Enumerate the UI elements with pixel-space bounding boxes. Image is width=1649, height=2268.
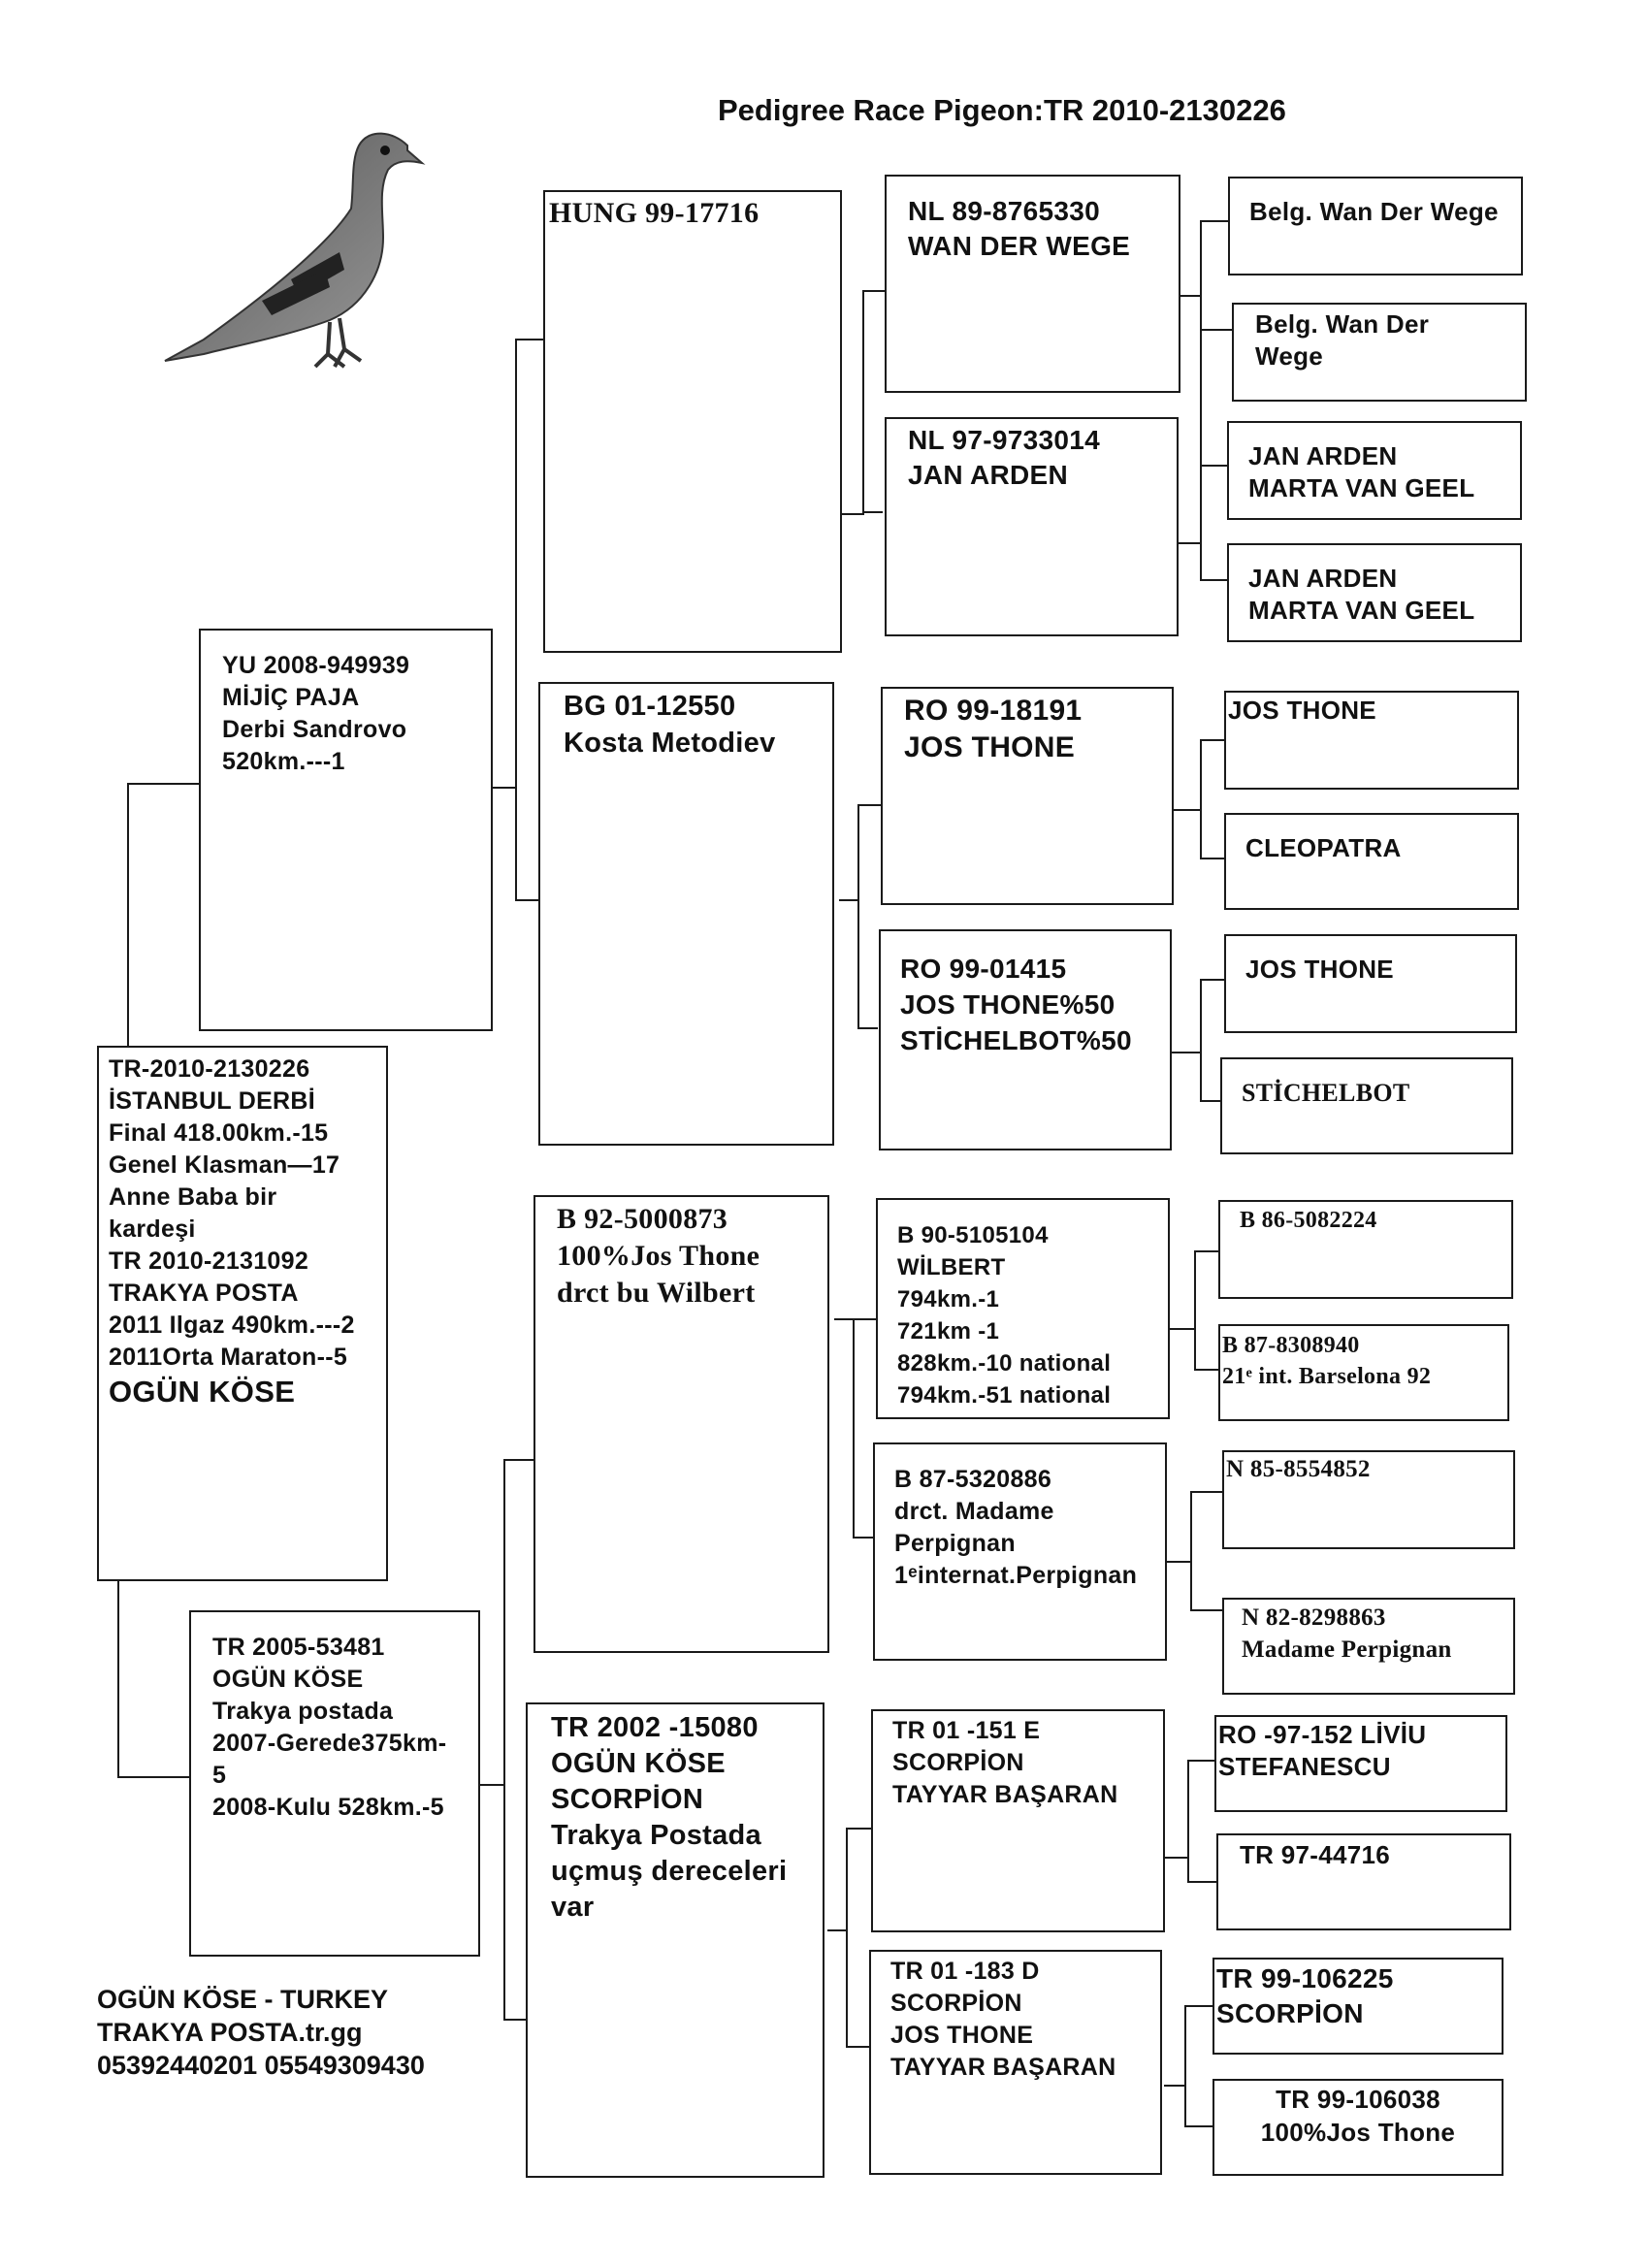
ddds-text: TR 99-106225 SCORPİON (1216, 1963, 1394, 2028)
dds-text: TR 01 -151 E SCORPİON TAYYAR BAŞARAN (892, 1717, 1118, 1808)
dsds-text: N 85-8554852 (1226, 1456, 1371, 1482)
sire-sire-box (543, 190, 842, 653)
sdds-text: JOS THONE (1245, 955, 1394, 984)
sssd-text: Belg. Wan Der Wege (1255, 309, 1430, 371)
sire-sire-text: HUNG 99-17716 (549, 197, 760, 229)
sdd-text: RO 99-01415 JOS THONE%50 STİCHELBOT%50 (900, 954, 1132, 1055)
sire-text: YU 2008-949939 MİJİÇ PAJA Derbi Sandrovo 520km.---1 (222, 652, 410, 775)
ssdd-text: JAN ARDEN MARTA VAN GEEL (1248, 564, 1475, 625)
ddd-box (869, 1950, 1162, 2175)
dsd-text: B 87-5320886 drct. Madame Perpignan 1ᵉinternat.Perpignan (894, 1466, 1138, 1589)
ddss-box (1214, 1715, 1507, 1812)
ssd-box (885, 417, 1179, 636)
sddd-text: STİCHELBOT (1242, 1079, 1410, 1107)
dsd-box (873, 1442, 1167, 1661)
sdss-text: JOS THONE (1228, 696, 1376, 725)
sdd-box (879, 929, 1172, 1150)
dssd-text: B 87-8308940 21ᵉ int. Barselona 92 (1222, 1333, 1432, 1389)
sdsd-text: CLEOPATRA (1245, 833, 1402, 862)
sire-dam-box (538, 682, 834, 1146)
footer-contact: OGÜN KÖSE - TURKEY TRAKYA POSTA.tr.gg 05392440201 05549309430 (97, 1985, 425, 2080)
sdss-box (1224, 691, 1519, 790)
sddd-box (1220, 1057, 1513, 1154)
dssd-box (1218, 1324, 1509, 1421)
sssd-box (1232, 303, 1527, 402)
ssd-text: NL 97-9733014 JAN ARDEN (908, 425, 1100, 490)
sdds-box (1224, 934, 1517, 1033)
dsdd-box (1222, 1598, 1515, 1695)
sds-box (881, 687, 1174, 905)
dsss-text: B 86-5082224 (1240, 1208, 1377, 1233)
dam-dam-text: TR 2002 -15080 OGÜN KÖSE SCORPİON Trakya Postada uçmuş dereceleri var (551, 1712, 788, 1923)
page-title: Pedigree Race Pigeon:TR 2010-2130226 (718, 93, 1286, 127)
ssdd-box (1227, 543, 1522, 642)
sss-box (885, 175, 1180, 393)
ddd-text: TR 01 -183 D SCORPİON JOS THONE TAYYAR BAŞARAN (890, 1958, 1116, 2081)
ddds-box (1212, 1958, 1504, 2055)
dsdd-text: N 82-8298863 Madame Perpignan (1242, 1604, 1452, 1663)
dds-box (871, 1709, 1165, 1932)
dam-dam-box (526, 1702, 824, 2178)
dam-text: TR 2005-53481 OGÜN KÖSE Trakya postada 2007-Gerede375km-5 2008-Kulu 528km.-5 (212, 1634, 447, 1821)
subject-text: TR-2010-2130226 İSTANBUL DERBİ Final 418.00km.-15 Genel Klasman—17 Anne Baba bir kardeşi TR 2010-2131092 TRAKYA POSTA 2011 Ilgaz 490km.---2 2011Orta Maraton--5 (109, 1055, 355, 1371)
sire-dam-text: BG 01-12550 Kosta Metodiev (564, 691, 776, 759)
dsds-box (1222, 1450, 1515, 1549)
dddd-box (1212, 2079, 1504, 2176)
ddsd-text: TR 97-44716 (1240, 1840, 1391, 1869)
dam-sire-box (534, 1195, 829, 1653)
dss-text: B 90-5105104 WİLBERT 794km.-1 721km -1 828km.-10 national 794km.-51 national (897, 1222, 1112, 1409)
ddsd-box (1216, 1833, 1511, 1930)
ssds-box (1227, 421, 1522, 520)
dam-sire-text: B 92-5000873 100%Jos Thone drct bu Wilbert (557, 1203, 760, 1309)
sdsd-box (1224, 813, 1519, 910)
dddd-text: TR 99-106038 100%Jos Thone (1260, 2085, 1456, 2147)
subject-owner: OGÜN KÖSE (109, 1375, 296, 1409)
ssds-text: JAN ARDEN MARTA VAN GEEL (1248, 441, 1475, 502)
dss-box (876, 1198, 1170, 1419)
pigeon-illustration-icon (146, 107, 456, 427)
sss-text: NL 89-8765330 WAN DER WEGE (908, 196, 1131, 261)
ssss-text: Belg. Wan Der Wege (1249, 197, 1499, 226)
ssss-box (1228, 177, 1523, 275)
dam-box (189, 1610, 480, 1957)
dsss-box (1218, 1200, 1513, 1299)
sire-box (199, 629, 493, 1031)
ddss-text: RO -97-152 LİVİU STEFANESCU (1218, 1720, 1427, 1781)
sds-text: RO 99-18191 JOS THONE (904, 695, 1083, 763)
subject-box (97, 1046, 388, 1581)
